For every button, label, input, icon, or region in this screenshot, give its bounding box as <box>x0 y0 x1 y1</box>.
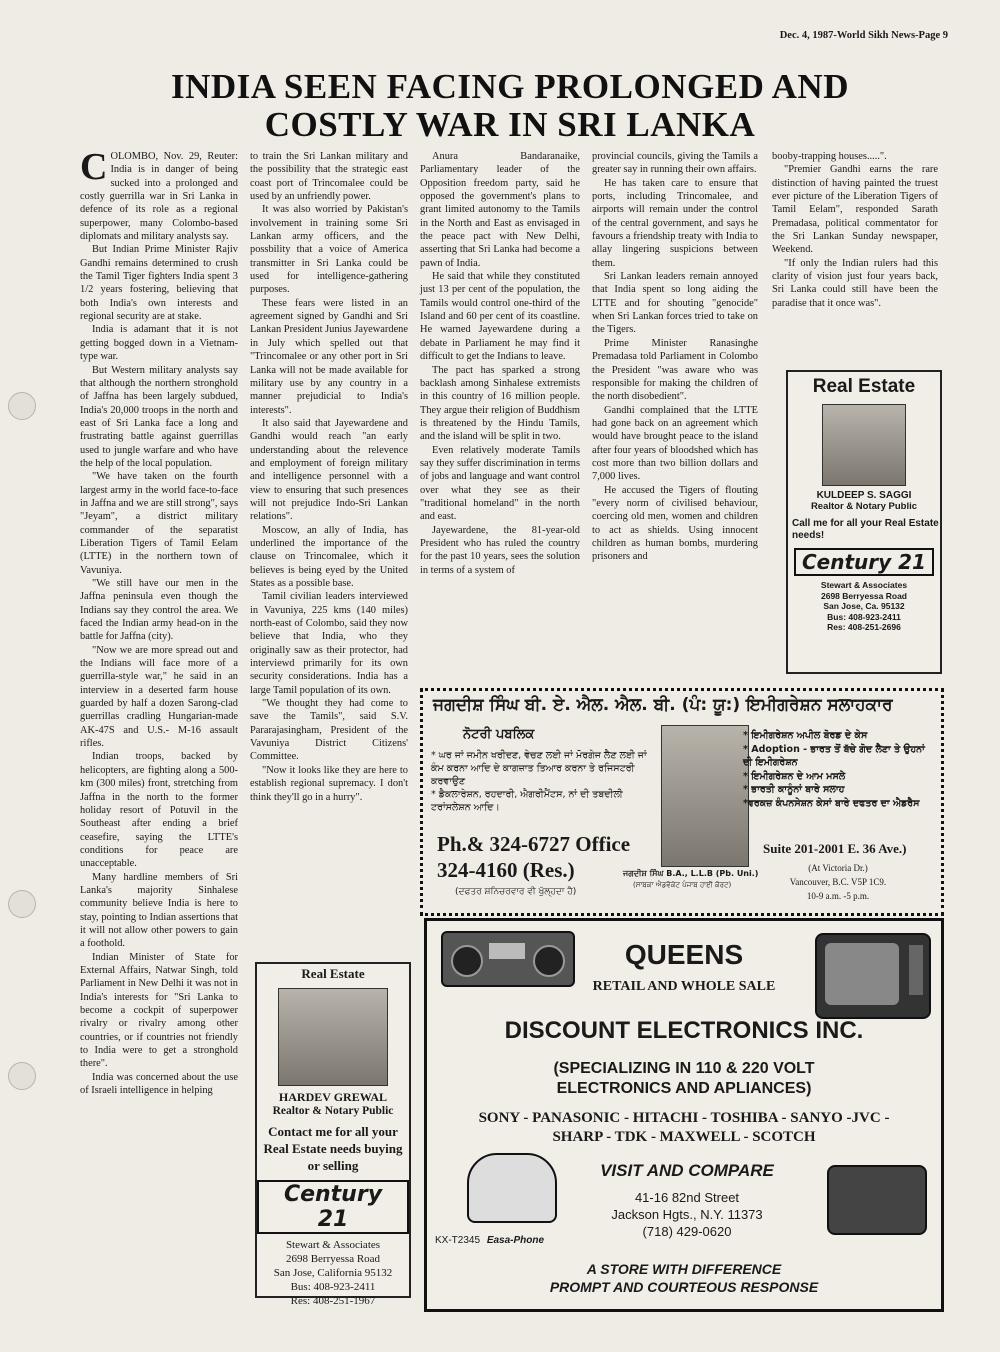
specialization-line: (SPECIALIZING IN 110 & 220 VOLT <box>553 1060 815 1077</box>
agency-name: Stewart & Associates <box>285 1239 381 1251</box>
article-paragraph: But Indian Prime Minister Rajiv Gandhi remains determined to crush the Tamil Tiger fighters India spent 3 1/2 years fostering, believing that both India's own interests and regional security are at stake. <box>80 244 238 323</box>
article-paragraph: Jayewardene, the 81-year-old President who has ruled the country for the past 10 years, sees the solution in terms of a system of <box>420 524 580 576</box>
article-paragraph: COLOMBO, Nov. 29, Reuter: India is in danger of being sucked into a prolonged and costly guerrilla war in Sri Lanka in defence of its role as a regional superpower, many Colombo-based diplomats and military analysts say. <box>80 146 238 243</box>
article-column-4 <box>592 150 758 564</box>
article-paragraph: Even relatively moderate Tamils say they suffer discrimination in terms of jobs and language and want control over what they see as their "traditional homeland" in the north and east. <box>420 444 580 523</box>
notary-heading: ਨੋਟਰੀ ਪਬਲਿਕ <box>463 727 535 742</box>
binder-hole <box>8 392 36 420</box>
agency-street: 2698 Berryessa Road <box>820 590 907 601</box>
article-paragraph: The pact has sparked a strong backlash among Sinhalese extremists in this country of 16 million people. They argue their religion of Buddhism is threatened by the Hindu Tamils, and the island will be split in two. <box>420 364 580 443</box>
business-phone: Bus: 408-923-2411 <box>827 611 901 622</box>
drop-cap: C <box>80 146 108 188</box>
article-paragraph: It also said that Jayewardene and Gandhi would reach "an early understanding about the relevence and employment of foreign military and intelligence personnel with a view to ensuring that such presences will not prejudice Indo-Sri Lankan relations". <box>250 417 408 523</box>
article-paragraph: He said that while they constituted just 13 per cent of the population, the Tamils would control one-third of the Island and 60 per cent of its coastline. He warned Jayewardene during a debate in Parliament he may find it difficult to get the Indians to leave. <box>420 271 580 363</box>
article-paragraph: booby-trapping houses.....". <box>772 151 887 162</box>
service-item: * ਭਾਰਤੀ ਕਾਨੂੰਨਾਂ ਬਾਰੇ ਸਲਾਹ <box>743 784 845 795</box>
article-paragraph: Moscow, an ally of India, has underlined the importance of the clause on Trincomalee, which it believes is being eyed by the United States as a possible base. <box>250 524 408 589</box>
agent-photo <box>278 988 388 1086</box>
service-item: * ਡੈਕਲਾਰੇਸ਼ਨ, ਰਹਦਾਰੀ, ਐਗਰੀਮੈਂਟਸ, ਨਾਂ ਦੀ ਤਬਦੀਲੀ ਟਰਾਂਸਲੇਸ਼ਨ ਆਦਿ। <box>431 789 623 813</box>
electronics-store-ad <box>424 918 944 1312</box>
store-subtitle: RETAIL AND WHOLE SALE <box>592 979 776 994</box>
store-street: 41-16 82nd Street <box>634 1190 740 1205</box>
page-folio: Dec. 4, 1987-World Sikh News-Page 9 <box>779 30 948 41</box>
immigration-consultant-ad <box>420 688 944 916</box>
notary-services <box>431 749 651 814</box>
agent-name: HARDEV GREWAL <box>278 1090 388 1104</box>
article-column-2 <box>250 150 408 804</box>
ad-call-to-action: Contact me for all your Real Estate needs buying or selling <box>263 1124 403 1173</box>
cross-street: (At Victoria Dr.) <box>808 863 868 873</box>
photo-caption-sub: (ਸਾਬਕਾ ਐਡਵੋਕੇਟ ਪੰਜਾਬ ਹਾਈ ਕੋਰਟ) <box>633 881 732 889</box>
article-paragraph: to train the Sri Lankan military and the possibility that the strategic east coast port of Trincomalee could be used by an unfriendly power. <box>250 151 408 203</box>
agency-street: 2698 Berryessa Road <box>285 1253 381 1265</box>
binder-hole <box>8 890 36 918</box>
store-headline: DISCOUNT ELECTRONICS INC. <box>504 1017 864 1044</box>
ad-call-to-action: Call me for all your Real Estate needs! <box>792 518 939 541</box>
real-estate-ad-grewal <box>255 962 411 1307</box>
article-paragraph: "Now we are more spread out and the Indians will face more of a guerrilla-style war," he said in an interview in a deserted farm house guarded by half a dozen Sarong-clad guerrillas cradling Hungarian-made AK-47S and U.S.- M-16 assault rifles. <box>80 644 238 750</box>
article-paragraph: But Western military analysts say that although the northern stronghold of Jaffna has been largely subdued, India's 20,000 troops in the north and east of Sri Lanka face a long and frustrating battle against guerrillas used to jungle warfare and who have the help of the local population. <box>80 364 238 469</box>
article-paragraph: Many hardline members of Sri Lanka's majority Sinhalese community believe India is here to stay, pointing to Indian assertions that it will not allow other powers to gain a foothold. <box>80 871 238 950</box>
century21-logo: Century 21 <box>257 1180 409 1234</box>
article-paragraph: Indian Minister of State for External Affairs, Natwar Singh, told Parliament in New Delhi it was not in India's interests for "Sri Lanka to become a cockpit of superpower rivalry or rivalry among other countries, or if countries not friendly to India were to get a stronghold there". <box>80 951 238 1070</box>
office-hours: 10-9 a.m. -5 p.m. <box>806 891 870 901</box>
article-paragraph: "We thought they had come to save the Tamils", said S.V. Pararajasingham, President of the Vavuniya District Citizens' Committee. <box>250 698 408 763</box>
article-column-3 <box>420 150 580 577</box>
specialization-line: ELECTRONICS AND APLIANCES) <box>556 1080 812 1097</box>
binder-hole <box>8 1062 36 1090</box>
phone-model <box>435 1235 544 1246</box>
store-tagline: PROMPT AND COURTEOUS RESPONSE <box>549 1279 819 1295</box>
model-number: KX-T2345 <box>435 1235 481 1246</box>
camcorder-icon <box>827 1165 927 1235</box>
article-paragraph: Sri Lankan leaders remain annoyed that India spent so long aiding the LTTE and for shouting "genocide" when Sri Lankan forces tried to take on the Tigers. <box>592 271 758 336</box>
article-column-1 <box>80 146 238 1097</box>
article-paragraph: provincial councils, giving the Tamils a greater say in running their own affairs. <box>592 151 758 176</box>
agent-photo <box>822 404 906 486</box>
article-paragraph: India is adamant that it is not getting bogged down in a Vietnam-type war. <box>80 324 238 363</box>
article-headline: INDIA SEEN FACING PROLONGED AND COSTLY WAR IN SRI LANKA <box>171 67 849 144</box>
agency-city: San Jose, California 95132 <box>273 1267 393 1279</box>
office-hours-note: (ਦਫਤਰ ਸ਼ਨਿਚਰਵਾਰ ਵੀ ਖੁੱਲ੍ਹਦਾ ਹੈ) <box>455 887 577 897</box>
store-city: Jackson Hgts., N.Y. 11373 <box>611 1207 763 1222</box>
article-paragraph: Indian troops, backed by helicopters, are fighting along a 500-km (300 miles) front, stretching from Jaffna in the north to the former holiday resort of Potuvil in the Southeast after ending a brief ceasefire, saying the LTTE's conditions for peace are unacceptable. <box>80 751 238 870</box>
ad-heading: ਜਗਦੀਸ਼ ਸਿੰਘ ਬੀ. ਏ. ਐਲ. ਐਲ. ਬੀ. (ਪੰ: ਯੂ:) ਇਮੀਗਰੇਸ਼ਨ ਸਲਾਹਕਾਰ <box>433 695 893 715</box>
article-paragraph: Anura Bandaranaike, Parliamentary leader of the Opposition freedom party, said he opposed the government's plans to grant limited autonomy to the Tamils in the North and East as envisaged in the peace pact with New Delhi, asserting that Sri Lanka had become a pawn of India. <box>420 151 580 269</box>
office-address <box>763 861 913 903</box>
store-address <box>587 1189 787 1240</box>
article-paragraph: Prime Minister Ranasinghe Premadasa told Parliament in Colombo the President "was aware who was responsible for making the children of the north disobedient". <box>592 337 758 403</box>
residence-phone: Res: 408-251-1967 <box>290 1295 376 1307</box>
article-paragraph: It was also worried by Pakistan's involvement in training some Sri Lankan army officers, and the possbility that a voice of America transmitter in Sri Lanka could be used for intelligence-gathering purposes. <box>250 204 408 296</box>
service-item: *ਵਰਕਜ਼ ਕੰਪਨਸੇਸ਼ਨ ਕੇਸਾਂ ਬਾਰੇ ਦਫਤਰ ਦਾ ਐਡਰੈਸ <box>743 797 920 809</box>
store-tagline: A STORE WITH DIFFERENCE <box>586 1261 782 1277</box>
brand-line: SHARP - TDK - MAXWELL - SCOTCH <box>552 1129 816 1145</box>
agent-role: Realtor & Notary Public <box>272 1105 394 1117</box>
immigration-services <box>743 729 933 810</box>
phone-numbers <box>437 831 630 883</box>
article-paragraph: Gandhi complained that the LTTE had gone back on an agreement which would have brought peace to the island after four years of bloodshed which has cost more than two billion dollars and 7,000 lives. <box>592 404 758 483</box>
agency-name: Stewart & Associates <box>820 580 908 590</box>
ad-title: Real Estate <box>301 966 365 981</box>
residence-phone: 324-4160 (Res.) <box>437 858 575 882</box>
city-postal: Vancouver, B.C. V5P 1C9. <box>789 877 887 887</box>
article-paragraph: "We have taken on the fourth largest army in the world face-to-face in Jaffna and we are still strong", says "Jeyam", a district military commander of the separatist Liberation Tigers of Tamil Eelam (LTTE) in the northern town of Vavuniya. <box>80 471 238 576</box>
article-paragraph: "If only the Indian rulers had this clarity of vision just four years back, Sri Lanka could still have been the paradise that it once was". <box>772 257 938 309</box>
service-item: * ਇਮੀਗਰੇਸ਼ਨ ਅਪੀਲ ਬੋਰਡ ਦੇ ਕੇਸ <box>743 730 868 741</box>
agent-name: KULDEEP S. SAGGI <box>816 490 912 501</box>
brand-line: SONY - PANASONIC - HITACHI - TOSHIBA - SANYO -JVC - <box>478 1110 890 1126</box>
brand-list <box>427 1109 941 1147</box>
agency-city: San Jose, Ca. 95132 <box>823 601 905 611</box>
visit-slogan: VISIT AND COMPARE <box>600 1161 774 1180</box>
store-name: QUEENS <box>624 939 744 970</box>
consultant-photo <box>661 725 749 867</box>
article-paragraph: He has taken care to ensure that ports, including Trincomalee, and airports will remain under the control of the central government, and says he favours a friendship treaty with India to allay lingering suspicions between them. <box>592 177 758 269</box>
century21-logo: Century 21 <box>794 548 934 576</box>
article-paragraph: India was concerned about the use of Israeli intelligence in helping <box>80 1071 238 1097</box>
article-paragraph: He accused the Tigers of flouting "every norm of civilised behaviour, coercing old men, women and children to act as shields. Using innocent children as human bombs, murdering prisoners and <box>592 484 758 563</box>
office-suite: Suite 201-2001 E. 36 Ave.) <box>763 841 907 856</box>
service-item: * ਘਰ ਜਾਂ ਜਮੀਨ ਖਰੀਦਣ, ਵੇਚਣ ਲਈ ਜਾਂ ਮੋਰਗੇਜ ਲੈਣ ਲਈ ਜਾਂ ਕੰਮ ਕਰਨਾ ਆਦਿ ਦੇ ਕਾਗਜ਼ਾਤ ਤਿਆਰ ਕਰਨਾ ਤੇ ਰਜਿਸਟਰੀ ਕਰਵਾਉਣ <box>431 750 647 787</box>
ad-title: Real Estate <box>812 376 916 397</box>
article-paragraph: "We still have our men in the Jaffna peninsula even though the Indians say they control the area. We faced the Indian army head-on in the battle for Jaffna (city). <box>80 578 238 643</box>
office-phone: Ph.& 324-6727 Office <box>437 832 631 856</box>
article-column-5 <box>772 150 938 310</box>
article-paragraph: "Premier Gandhi earns the rare distinction of having painted the truest ever picture of the Liberation Tigers of Tamil Eelam", responded Sarath Premadasa, political commentator for the Sri Lankan Sunday newspaper, Weekend. <box>772 164 938 256</box>
store-phone: (718) 429-0620 <box>642 1224 732 1239</box>
photo-caption: ਜਗਦੀਸ਼ ਸਿੰਘ B.A., L.L.B (Pb. Uni.) <box>623 869 759 878</box>
specialization <box>427 1059 941 1099</box>
article-paragraph: "Now it looks like they are here to establish regional supremacy. I don't think they'll go in a hurry". <box>250 764 408 803</box>
business-phone: Bus: 408-923-2411 <box>290 1281 376 1293</box>
article-paragraph: Tamil civilian leaders interviewed in Vavuniya, 225 kms (140 miles) north-east of Colombo, said they now believe that India, who they originally saw as their protector, had interviewd primarily for its own security considerations. India has a large Tamil population of its own. <box>250 591 408 696</box>
service-item: * ਇਮੀਗਰੇਸ਼ਨ ਦੇ ਆਮ ਮਸਲੇ <box>743 770 846 782</box>
residence-phone: Res: 408-251-2696 <box>827 622 901 632</box>
article-paragraph: These fears were listed in an agreement signed by Gandhi and Sri Lankan President Junius Jayewardene in July which spelled out that "Trincomalee or any other port in Sri Lanka will not be made available for military use by any country in a manner prejudicial to India's interests". <box>250 297 408 416</box>
model-brand: Easa-Phone <box>486 1235 545 1246</box>
service-item: * Adoption - ਭਾਰਤ ਤੋਂ ਬੱਚੇ ਗੋਦ ਲੈਣਾ ਤੇ ਉਹਨਾਂ ਦੀ ਇਮੀਗਰੇਸ਼ਨ <box>743 743 925 768</box>
telephone-icon <box>467 1153 557 1223</box>
agent-role: Realtor & Notary Public <box>810 501 918 512</box>
real-estate-ad-saggi <box>786 370 942 674</box>
